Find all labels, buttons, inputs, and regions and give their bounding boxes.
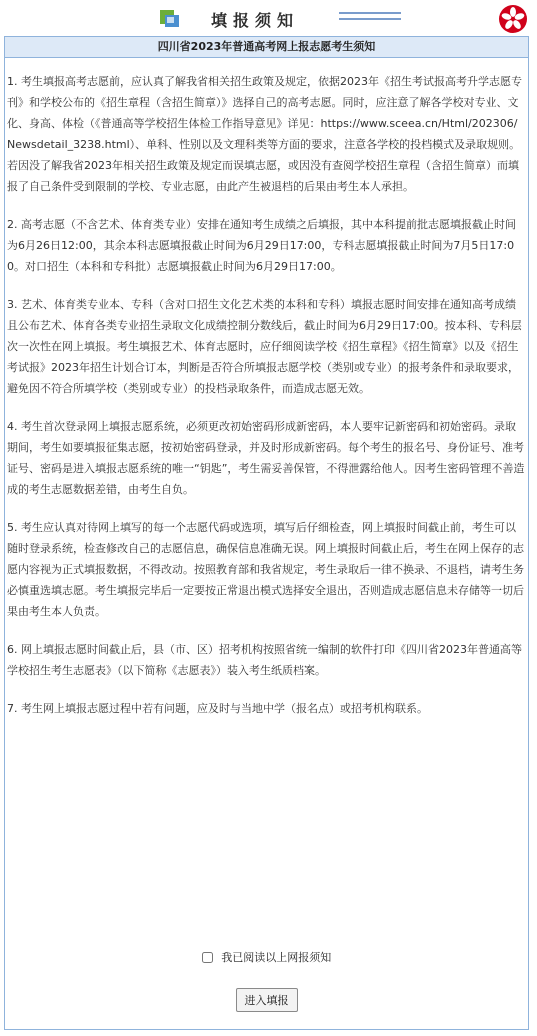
notice-paragraph-2: 2. 高考志愿（不含艺术、体育类专业）安排在通知考生成绩之后填报，其中本科提前批志愿填报截止时间为6月26日12:00，其余本科志愿填报截止时间为6月29日17:00，专科志愿填报截止时间为7月5日17:00。对口招生（本科和专科批）志愿填报截止时间为6月29日17:00。 (7, 218, 516, 273)
notice-panel (4, 36, 529, 1030)
notice-paragraph-4: 4. 考生首次登录网上填报志愿系统，必须更改初始密码形成新密码，本人要牢记新密码和初始密码。录取期间，考生如要填报征集志愿，按初始密码登录，并及时形成新密码。每个考生的报名号、身份证号、准考证号、密码是进入填报志愿系统的唯一“钥匙”，考生需妥善保管，不得泄露给他人。因考生密码管理不善造成的考生志愿数据差错，由考生自负。 (7, 420, 525, 496)
notice-paragraph-7: 7. 考生网上填报志愿过程中若有问题，应及时与当地中学（报名点）或招考机构联系。 (7, 702, 428, 715)
agree-label[interactable]: 我已阅读以上网报须知 (221, 951, 332, 964)
enter-fill-button[interactable]: 进入填报 (236, 988, 298, 1012)
page-header (0, 0, 537, 34)
notice-paragraph-6: 6. 网上填报志愿时间截止后，县（市、区）招考机构按照省统一编制的软件打印《四川省2023年普通高等学校招生考生志愿表》（以下简称《志愿表》）装入考生纸质档案。 (7, 643, 522, 677)
submit-row (5, 988, 528, 1012)
notice-paragraph-3: 3. 艺术、体育类专业本、专科（含对口招生文化艺术类的本科和专科）填报志愿时间安排在通知高考成绩且公布艺术、体育各类专业招生录取文化成绩控制分数线后，截止时间为6月29日17:00。按本科、专科层次一次性在网上填报。考生填报艺术、体育志愿时，应仔细阅读学校《招生章程》《招生简章》以及《招生考试报》2023年招生计划合订本，判断是否符合所填报志愿学校（类别或专业）的报考条件和录取要求，避免因不符合所填学校（类别或专业）的投档录取条件，而造成志愿无效。 (7, 298, 522, 395)
notice-content (7, 71, 525, 736)
agree-row (5, 949, 528, 965)
page-title: 填报须知 (210, 11, 299, 30)
flower-icon (494, 3, 532, 37)
notice-paragraph-5: 5. 考生应认真对待网上填写的每一个志愿代码或选项，填写后仔细检查，网上填报时间截止前，考生可以随时登录系统，检查修改自己的志愿信息，确保信息准确无误。网上填报时间截止后，考生在网上保存的志愿内容视为正式填报数据，不得改动。按照教育部和我省规定，考生录取后一律不换录、不退档，请考生务必慎重选填志愿。考生填报完毕后一定要按正常退出模式选择安全退出，否则造成志愿信息未存储等一切后果由考生本人负责。 (7, 521, 524, 618)
panel-heading: 四川省2023年普通高考网上报志愿考生须知 (5, 37, 528, 58)
notice-paragraph-1: 1. 考生填报高考志愿前，应认真了解我省相关招生政策及规定，依据2023年《招生考试报高考升学志愿专刊》和学校公布的《招生章程（含招生简章）》选择自己的高考志愿。同时，应注意了解各学校对专业、文化、身高、体检（《普通高等学校招生体检工作指导意见》详见：https://www.sceea.cn/Html/202306/Newsdetail_3238.html）、单科、性别以及文理科类等方面的要求，注意各学校的投档模式及录取规则。若因没了解我省2023年相关招生政策及规定而误填志愿，或因没有查阅学校招生章程（含招生简章）而填报了自己条件受到限制的学校、专业志愿，由此产生被退档的后果由考生本人承担。 (7, 75, 522, 193)
header-decoration (339, 12, 401, 26)
agree-checkbox[interactable] (202, 952, 213, 963)
app-icon (156, 7, 182, 29)
